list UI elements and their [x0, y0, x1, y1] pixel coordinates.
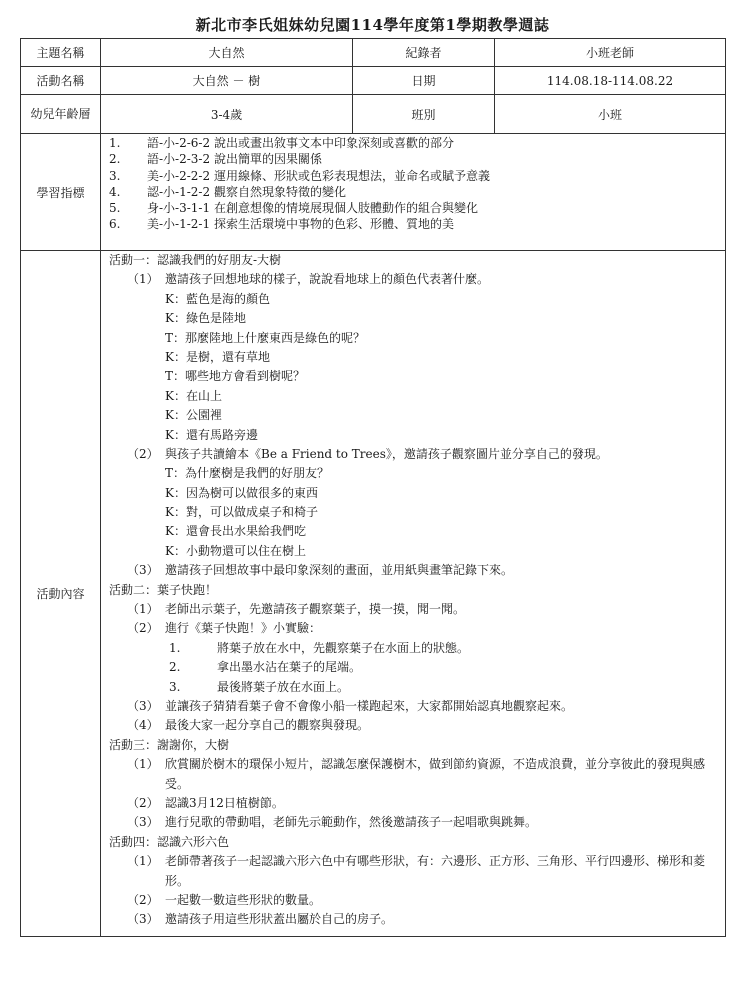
list-item: （1） 老師出示葉子，先邀請孩子觀察葉子，摸一摸，聞一聞。	[127, 602, 466, 617]
activity-3-title: 活動三：謝謝你，大樹	[109, 737, 230, 752]
date-value: 114.08.18-114.08.22	[495, 67, 726, 95]
dialogue-line: K：藍色是海的顏色	[165, 291, 270, 306]
goals-label: 學習指標	[21, 134, 101, 251]
step-item: 1. 將葉子放在水中，先觀察葉子在水面上的狀態。	[169, 640, 470, 655]
step-item: 3. 最後將葉子放在水面上。	[169, 679, 350, 694]
activity-1-title: 活動一：認識我們的好朋友-大樹	[109, 253, 282, 267]
recorder-label: 紀錄者	[353, 39, 495, 67]
goal-item: 5. 身-小-3-1-1 在創意想像的情境展現個人肢體動作的組合與變化	[109, 201, 478, 216]
list-item: （2） 與孩子共讀繪本《Be a Friend to Trees》，邀請孩子觀察圖片並分享自己的發現。	[127, 446, 608, 461]
dialogue-line: K：小動物還可以住在樹上	[165, 543, 306, 558]
age-label: 幼兒年齡層	[21, 95, 101, 134]
theme-label: 主題名稱	[21, 39, 101, 67]
list-item: （2） 一起數一數這些形狀的數量。	[127, 892, 322, 907]
list-item: （3） 並讓孩子猜猜看葉子會不會像小船一樣跑起來，大家都開始認真地觀察起來。	[127, 698, 574, 713]
age-row	[21, 95, 726, 134]
goal-item: 4. 認-小-1-2-2 觀察自然現象特徵的變化	[109, 184, 346, 199]
content-label: 活動內容	[21, 251, 101, 937]
list-item: （3） 進行兒歌的帶動唱，老師先示範動作，然後邀請孩子一起唱歌與跳舞。	[127, 815, 538, 830]
list-item: （1） 老師帶著孩子一起認識六形六色中有哪些形狀，有：六邊形、正方形、三角形、平行四邊形、梯形和菱形。	[127, 854, 706, 888]
age-value: 3-4歲	[101, 95, 353, 134]
dialogue-line: K：還有馬路旁邊	[165, 427, 258, 442]
goal-item: 6. 美-小-1-2-1 探索生活環境中事物的色彩、形體、質地的美	[109, 217, 454, 232]
dialogue-line: K：對，可以做成桌子和椅子	[165, 505, 318, 520]
goal-item: 1. 語-小-2-6-2 說出或畫出敘事文本中印象深刻或喜歡的部分	[109, 136, 454, 150]
list-item: （1） 欣賞關於樹木的環保小短片，認識怎麼保護樹木，做到節約資源，不造成浪費，並分享彼此的發現與感受。	[127, 757, 706, 791]
content-row	[21, 251, 726, 937]
list-item: （4） 最後大家一起分享自己的觀察與發現。	[127, 718, 370, 733]
content-body	[101, 251, 726, 937]
list-item: （3） 邀請孩子回想故事中最印象深刻的畫面，並用紙與畫筆記錄下來。	[127, 563, 514, 578]
goals-row	[21, 134, 726, 251]
dialogue-line: T：為什麼樹是我們的好朋友？	[165, 466, 330, 481]
dialogue-line: K：公園裡	[165, 408, 222, 423]
dialogue-line: T：那麼陸地上什麼東西是綠色的呢？	[165, 330, 366, 345]
dialogue-line: K：還會長出水果給我們吃	[165, 524, 306, 539]
goals-list	[101, 134, 726, 251]
theme-value: 大自然	[101, 39, 353, 67]
goal-item: 3. 美-小-2-2-2 運用線條、形狀或色彩表現想法，並命名或賦予意義	[109, 168, 490, 183]
dialogue-line: K：因為樹可以做很多的東西	[165, 485, 318, 500]
class-value: 小班	[495, 95, 726, 134]
dialogue-line: T：哪些地方會看到樹呢？	[165, 369, 306, 384]
weekly-record-table	[20, 38, 726, 937]
list-item: （1） 邀請孩子回想地球的樣子，說說看地球上的顏色代表著什麼。	[127, 272, 490, 287]
list-item: （2） 進行《葉子快跑！》小實驗：	[127, 621, 322, 636]
date-label: 日期	[353, 67, 495, 95]
theme-row	[21, 39, 726, 67]
step-item: 2. 拿出墨水沾在葉子的尾端。	[169, 660, 362, 675]
activity-row	[21, 67, 726, 95]
activity-2-title: 活動二：葉子快跑！	[109, 582, 218, 597]
dialogue-line: K：綠色是陸地	[165, 311, 246, 326]
goal-item: 2. 語-小-2-3-2 說出簡單的因果關係	[109, 152, 322, 167]
activity-label: 活動名稱	[21, 67, 101, 95]
recorder-value: 小班老師	[495, 39, 726, 67]
list-item: （2） 認識3月12日植樹節。	[127, 795, 284, 810]
list-item: （3） 邀請孩子用這些形狀蓋出屬於自己的房子。	[127, 912, 394, 927]
page-title: 新北市李氏姐妹幼兒園114學年度第1學期教學週誌	[195, 16, 550, 34]
dialogue-line: K：是樹，還有草地	[165, 349, 270, 364]
class-label: 班別	[353, 95, 495, 134]
activity-value: 大自然 － 樹	[101, 67, 353, 95]
activity-4-title: 活動四：認識六形六色	[109, 834, 230, 849]
dialogue-line: K：在山上	[165, 388, 222, 403]
